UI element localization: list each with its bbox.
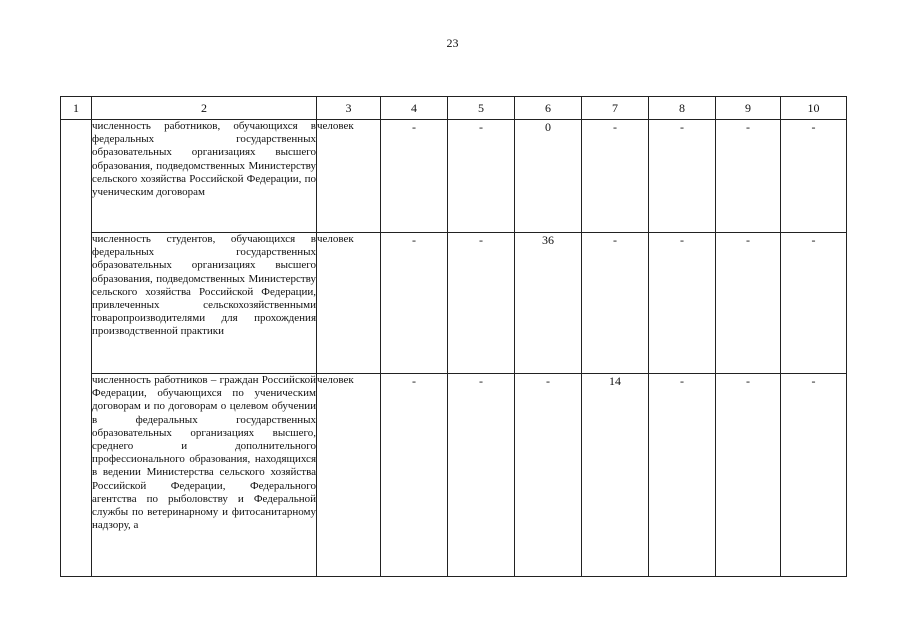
description-cell: численность работников, обучающихся в федеральных государственных образовательных организациях высшего образования, подведомственных Министерству сельского хозяйства Российской Федерации, по ученическим договорам [92, 120, 317, 233]
value-cell-col-4: - [381, 120, 448, 233]
value-cell-col-8: - [649, 233, 716, 374]
unit-cell: человек [317, 120, 381, 233]
value-cell-col-6: 36 [515, 233, 582, 374]
value-cell-col-5: - [448, 374, 515, 577]
value-cell-col-8: - [649, 120, 716, 233]
value-cell-col-10: - [781, 233, 847, 374]
header-col-2: 2 [92, 97, 317, 120]
value-cell-col-5: - [448, 120, 515, 233]
number-cell [61, 120, 92, 577]
value-cell-col-6: 0 [515, 120, 582, 233]
header-col-7: 7 [582, 97, 649, 120]
value-cell-col-6: - [515, 374, 582, 577]
value-cell-col-10: - [781, 120, 847, 233]
header-col-9: 9 [716, 97, 781, 120]
header-col-5: 5 [448, 97, 515, 120]
indicator-table [60, 96, 847, 577]
header-col-6: 6 [515, 97, 582, 120]
table-row [61, 374, 847, 577]
value-cell-col-10: - [781, 374, 847, 577]
value-cell-col-4: - [381, 374, 448, 577]
value-cell-col-9: - [716, 374, 781, 577]
table-row [61, 233, 847, 374]
unit-cell: человек [317, 374, 381, 577]
value-cell-col-7: - [582, 233, 649, 374]
header-col-4: 4 [381, 97, 448, 120]
header-col-8: 8 [649, 97, 716, 120]
page-number: 23 [446, 36, 459, 50]
header-col-10: 10 [781, 97, 847, 120]
table-row [61, 120, 847, 233]
value-cell-col-5: - [448, 233, 515, 374]
header-col-3: 3 [317, 97, 381, 120]
description-cell: численность работников – граждан Российской Федерации, обучающихся по ученическим договорам и по договорам о целевом обучении в федеральных государственных образовательных организациях высшего, среднего и дополнительного профессионального образования, находящихся в ведении Министерства сельского хозяйства Российской Федерации, Федерального агентства по рыболовству и Федеральной службы по ветеринарному и фитосанитарному надзору, а [92, 374, 317, 577]
unit-cell: человек [317, 233, 381, 374]
value-cell-col-4: - [381, 233, 448, 374]
value-cell-col-8: - [649, 374, 716, 577]
value-cell-col-9: - [716, 233, 781, 374]
value-cell-col-7: 14 [582, 374, 649, 577]
header-col-1: 1 [61, 97, 92, 120]
header-row [61, 97, 847, 120]
value-cell-col-9: - [716, 120, 781, 233]
value-cell-col-7: - [582, 120, 649, 233]
description-cell: численность студентов, обучающихся в федеральных государственных образовательных организациях высшего образования, подведомственных Министерству сельского хозяйства Российской Федерации, привлеченных сельскохозяйственными товаропроизводителями для прохождения производственной практики [92, 233, 317, 374]
